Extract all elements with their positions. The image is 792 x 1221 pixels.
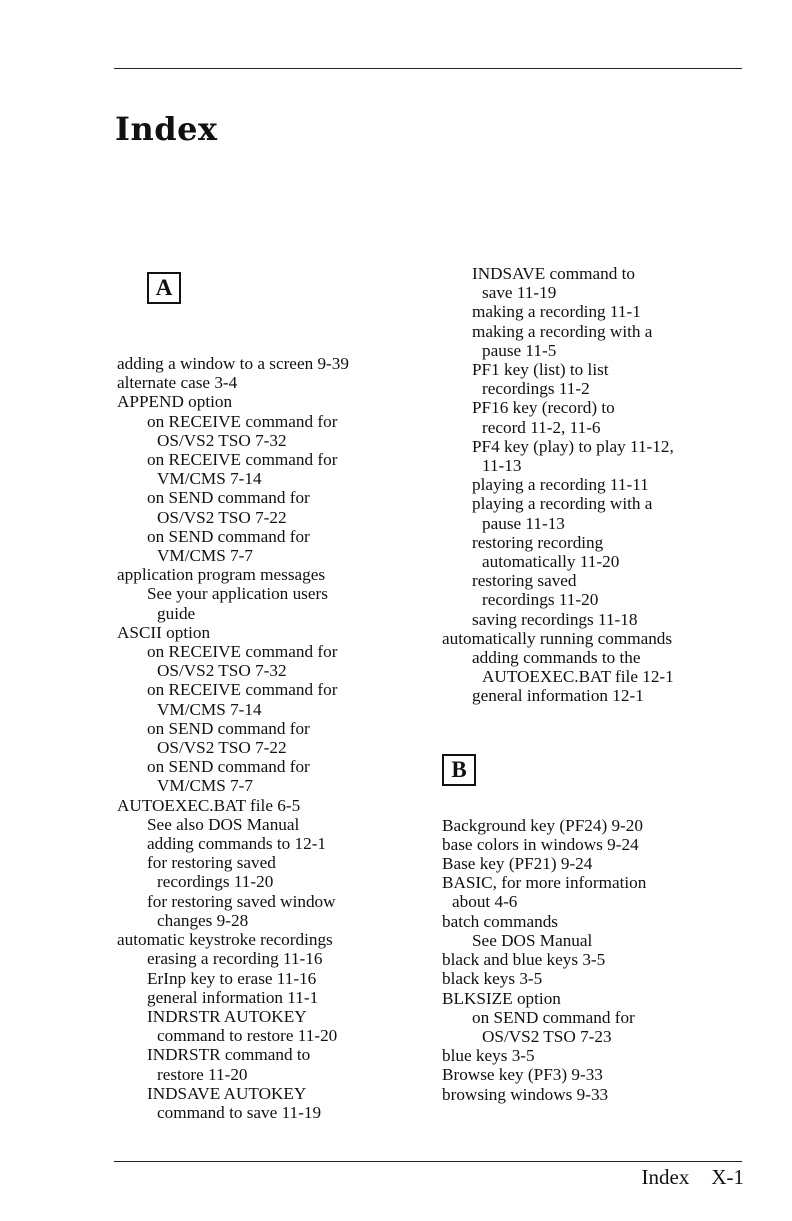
index-entry: Browse key (PF3) 9-33 (442, 1065, 603, 1085)
index-entry: on SEND command for (147, 488, 310, 508)
index-entry: AUTOEXEC.BAT file 12-1 (482, 667, 674, 687)
index-list-right-b (442, 816, 772, 1104)
index-entry: restoring saved (472, 571, 577, 591)
index-entry: base colors in windows 9-24 (442, 834, 639, 854)
index-entry: APPEND option (117, 392, 233, 412)
index-entry: adding commands to the (472, 648, 641, 668)
index-list-left (117, 354, 447, 1122)
index-entry: See DOS Manual (472, 930, 593, 950)
index-column-right (442, 264, 772, 1104)
section-letter-b: B (442, 754, 476, 786)
index-entry: black keys 3-5 (442, 969, 543, 989)
index-entry: for restoring saved (147, 853, 276, 873)
index-entry: general information 12-1 (472, 686, 644, 706)
section-letter-a: A (147, 272, 181, 304)
index-entry: pause 11-5 (482, 340, 557, 360)
index-entry: guide (157, 603, 196, 623)
index-entry: on RECEIVE command for (147, 411, 338, 431)
index-entry: OS/VS2 TSO 7-23 (482, 1026, 612, 1046)
index-column-left (117, 258, 447, 1122)
index-entry: OS/VS2 TSO 7-22 (157, 738, 287, 758)
index-entry: Base key (PF21) 9-24 (442, 854, 593, 874)
index-entry: PF4 key (play) to play 11-12, (472, 436, 674, 456)
index-entry: See your application users (147, 584, 328, 604)
top-rule (114, 68, 742, 69)
index-entry: BASIC, for more information (442, 873, 647, 893)
index-entry: recordings 11-2 (482, 379, 590, 399)
index-entry: on SEND command for (472, 1007, 635, 1027)
index-entry: on SEND command for (147, 757, 310, 777)
index-entry: ErInp key to erase 11-16 (147, 968, 317, 988)
index-entry: browsing windows 9-33 (442, 1084, 609, 1104)
index-entry: AUTOEXEC.BAT file 6-5 (117, 795, 301, 815)
index-entry: command to restore 11-20 (157, 1026, 338, 1046)
index-entry: recordings 11-20 (157, 872, 274, 892)
index-entry: application program messages (117, 565, 326, 585)
index-entry: adding a window to a screen 9-39 (117, 354, 349, 373)
index-entry: on RECEIVE command for (147, 450, 338, 470)
index-entry: OS/VS2 TSO 7-22 (157, 507, 287, 527)
index-entry: record 11-2, 11-6 (482, 417, 601, 437)
index-entry: making a recording with a (472, 321, 653, 341)
index-entry: on SEND command for (147, 526, 310, 546)
bottom-rule (114, 1161, 742, 1162)
page-title: Index (115, 110, 218, 148)
index-entry: BLKSIZE option (442, 988, 561, 1008)
index-entry: on RECEIVE command for (147, 680, 338, 700)
index-entry: INDSAVE AUTOKEY (147, 1083, 307, 1103)
index-entry: command to save 11-19 (157, 1102, 322, 1122)
index-entry: INDSAVE command to (472, 264, 635, 283)
footer-label: Index (641, 1165, 690, 1189)
index-entry: changes 9-28 (157, 910, 249, 930)
index-entry: alternate case 3-4 (117, 373, 238, 393)
index-entry: save 11-19 (482, 283, 557, 303)
index-entry: VM/CMS 7-7 (157, 546, 253, 566)
index-entry: INDRSTR AUTOKEY (147, 1006, 307, 1026)
index-entry: 11-13 (482, 456, 522, 476)
index-entry: VM/CMS 7-14 (157, 469, 262, 489)
index-entry: restore 11-20 (157, 1064, 248, 1084)
index-entry: PF16 key (record) to (472, 398, 615, 418)
index-entry: PF1 key (list) to list (472, 360, 609, 380)
index-entry: VM/CMS 7-14 (157, 699, 262, 719)
index-entry: Background key (PF24) 9-20 (442, 815, 643, 835)
page-footer (620, 1165, 745, 1190)
index-entry: general information 11-1 (147, 987, 319, 1007)
index-entry: blue keys 3-5 (442, 1046, 535, 1066)
index-list-right-top (442, 264, 772, 706)
index-entry: automatic keystroke recordings (117, 930, 333, 950)
index-entry: recordings 11-20 (482, 590, 599, 610)
index-entry: restoring recording (472, 532, 604, 552)
index-entry: OS/VS2 TSO 7-32 (157, 430, 287, 450)
index-entry: automatically 11-20 (482, 552, 620, 572)
section-header-b (442, 706, 772, 816)
index-entry: VM/CMS 7-7 (157, 776, 253, 796)
index-entry: on RECEIVE command for (147, 642, 338, 662)
index-entry: adding commands to 12-1 (147, 834, 327, 854)
index-entry: batch commands (442, 911, 558, 931)
index-entry: INDRSTR command to (147, 1045, 311, 1065)
section-header-a (117, 258, 447, 354)
index-entry: black and blue keys 3-5 (442, 950, 606, 970)
index-entry: ASCII option (117, 622, 211, 642)
index-entry: for restoring saved window (147, 891, 336, 911)
index-entry: about 4-6 (452, 892, 518, 912)
index-entry: playing a recording 11-11 (472, 475, 649, 495)
index-entry: saving recordings 11-18 (472, 609, 638, 629)
index-entry: erasing a recording 11-16 (147, 949, 323, 969)
index-entry: making a recording 11-1 (472, 302, 641, 322)
index-entry: See also DOS Manual (147, 814, 300, 834)
index-entry: pause 11-13 (482, 513, 565, 533)
index-entry: on SEND command for (147, 718, 310, 738)
index-entry: automatically running commands (442, 628, 673, 648)
index-entry: OS/VS2 TSO 7-32 (157, 661, 287, 681)
index-entry: playing a recording with a (472, 494, 653, 514)
footer-page-number: X-1 (711, 1165, 744, 1189)
